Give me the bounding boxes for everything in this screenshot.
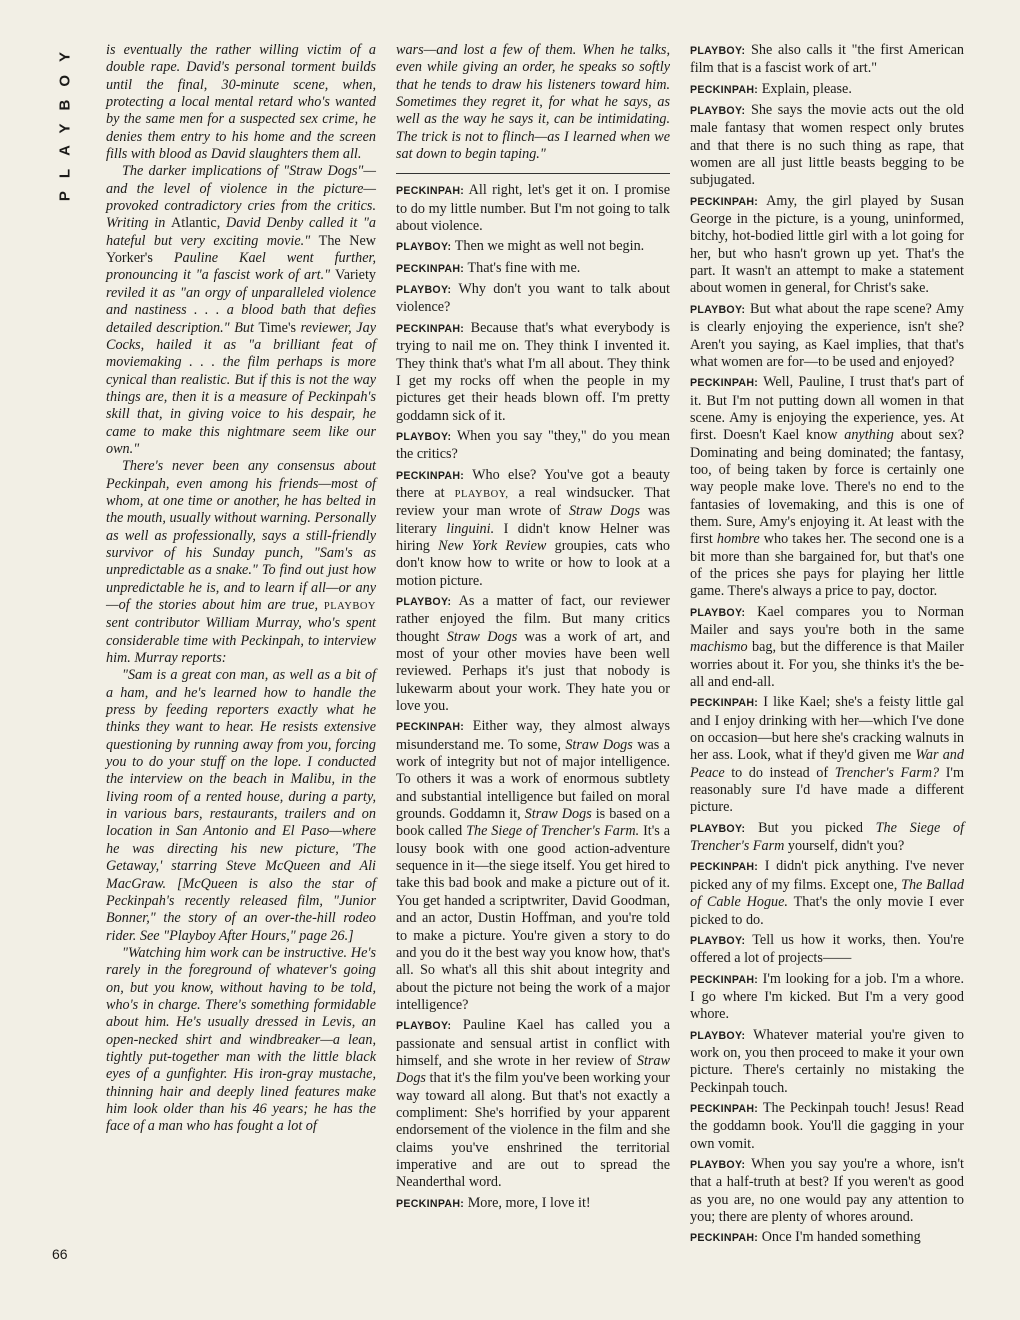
interview-exchange: PLAYBOY: But what about the rape scene? Amy is clearly enjoying the experience, isn't she? Aren't you saying, as Kael implies, that that's what women are for—to be used and enjoyed? [690, 300, 964, 370]
interview-exchange: PLAYBOY: When you say "they," do you mean the critics? [396, 427, 670, 463]
interview-exchange: PECKINPAH: Well, Pauline, I trust that's part of it. But I'm not putting down all women in that scene. Amy is enjoying the experience, yes. At first. Doesn't Kael know anything about sex? Dominating and being dominated; the fantasy, too, of being taken by force is certainly one way people make love. There's no end to the fantasies of lovemaking, and this is one of them. Sure, Amy's enjoying it. At least with the first hombre who takes her. The second one is a bit more than she bargained for, but that's one of the prices she pays for playing her little game. There's always a price to pay, doctor. [690, 374, 965, 600]
interview-exchange: PECKINPAH: Amy, the girl played by Susan George in the picture, is a young, uninformed, bitchy, hot-bodied little girl with a lot going for her, but who hasn't grown up yet. That's the part. It wasn't an attempt to make a statement about women in general, for Christ's sake. [690, 192, 965, 297]
interview-exchange: PECKINPAH: The Peckinpah touch! Jesus! Read the goddamn book. You'll die gagging in your own vomit. [690, 1099, 964, 1152]
interview-exchange: PLAYBOY: She says the movie acts out the old male fantasy that women respect only brutes and that there is no such thing as rape, that women are all just little beasts begging to be subjugated. [690, 102, 964, 189]
interview-exchange: PLAYBOY: When you say you're a whore, isn't that a half-truth at best? If you weren't as good as you are, no one would pay any attention to you; there are plenty of whores around. [690, 1155, 964, 1225]
interview-exchange: PLAYBOY: She also calls it "the first American film that is a fascist work of art." [690, 42, 964, 77]
column-3 [690, 42, 964, 1251]
interview-exchange: PLAYBOY: As a matter of fact, our reviewer rather enjoyed the film. But many critics thought Straw Dogs was a work of art, and most of your other movies have been well reviewed. Perhaps it's just that nobody is lukewarm about your work. They hate you or love you. [396, 592, 671, 715]
interview-exchange: PLAYBOY: Whatever material you're given to work on, you then proceed to make it your own picture. There's certainly no mistaking the Peckinpah touch. [690, 1026, 964, 1096]
interview-exchange: PECKINPAH: I didn't pick anything. I've never picked any of my films. Except one, The Ballad of Cable Hogue. That's the only movie I ever picked to do. [690, 858, 965, 928]
interview-exchange: PECKINPAH: Who else? You've got a beauty there at PLAYBOY, a real windsucker. That review your man wrote of Straw Dogs was literary linguini. I didn't know Helner was hiring New York Review groupies, cats who don't know how to write or how to look at a motion picture. [396, 466, 671, 589]
logo-text: PLAYBOY [56, 38, 74, 202]
interview-exchange: PLAYBOY: Why don't you want to talk about violence? [396, 281, 670, 316]
interview-exchange: PECKINPAH: Once I'm handed something [690, 1229, 921, 1246]
divider-rule [396, 173, 670, 174]
interview-exchange: PLAYBOY: Pauline Kael has called you a passionate and sensual artist in conflict with himself, and she wrote in her review of Straw Dogs that it's the film you've been working your way toward all along. But that's not exactly a compliment: She's horrified by your apparent endorsement of the violence in the film and she claims you've enshrined the territorial imperative and are out to spread the Neanderthal word. [396, 1017, 671, 1191]
page-number: 66 [52, 1246, 68, 1262]
intro-paragraph: wars—and lost a few of them. When he talks, even while giving an order, he speaks so softly that he tends to draw his listeners toward him. Sometimes they regret it, for what he says, as well as the way he says it, can be intimidating. The trick is not to flinch—as I learned when we sat down to begin taping." [396, 42, 670, 163]
interview-exchange: PECKINPAH: More, more, I love it! [396, 1194, 591, 1211]
interview-exchange: PECKINPAH: All right, let's get it on. I promise to do my little number. But I'm not going to talk about violence. [396, 182, 670, 235]
intro-paragraph: The darker implications of "Straw Dogs"—and the level of violence in the picture—provoked contradictory cries from the critics. Writing in Atlantic, David Denby called it "a hateful but very exciting movie." The New Yorker's Pauline Kael went further, pronouncing it "a fascist work of art." Variety reviled it as "an orgy of unparalleled violence and nastiness . . . a blood bath that defies detailed description." But Time's reviewer, Jay Cocks, hailed it as "a brilliant feat of moviemaking . . . the film perhaps is more cynical than realistic. But if this is not the way things are, then it is a measure of Peckinpah's skill that, in giving voice to his despair, he came to make this nightmare seem like our own." [106, 163, 377, 457]
interview-exchange: PECKINPAH: I'm looking for a job. I'm a whore. I go where I'm kicked. But I'm a very good whore. [690, 970, 964, 1023]
interview-exchange: PLAYBOY: Kael compares you to Norman Mailer and says you're both in the same machismo bag, but the difference is that Mailer worries about it. For you, she thinks it's the be-all and end-all. [690, 603, 964, 691]
column-2 [396, 42, 670, 1216]
interview-exchange: PECKINPAH: Because that's what everybody is trying to nail me on. They think I invented it. They think that's what I'm all about. They think I get my rocks off when the people in my pictures get their heads blown off. I'm pretty goddamn sick of it. [396, 319, 670, 424]
intro-paragraph: "Sam is a great con man, as well as a bit of a ham, and he's learned how to handle the press by feeding reporters exactly what he thinks they want to hear. He resists extensive questioning by running away from you, forcing you to do your stuff on the lope. I conducted the interview on the beach in Malibu, in the living room of a rented house, during a party, in various bars, restaurants, trailers and on location in San Antonio and El Paso—where he was directing his new picture, 'The Getaway,' starring Steve McQueen and Ali MacGraw. [McQueen is also the star of Peckinpah's recently released film, "Junior Bonner," the story of an over-the-hill rodeo rider. See "Playboy After Hours," page 26.] [106, 667, 376, 944]
interview-exchange: PLAYBOY: But you picked The Siege of Trencher's Farm yourself, didn't you? [690, 819, 965, 855]
interview-exchange: PECKINPAH: That's fine with me. [396, 259, 581, 276]
intro-paragraph: "Watching him work can be instructive. He's rarely in the foreground of whatever's going on, but you know, without having to be told, who's in charge. There's something formidable about him. He's usually dressed in Levis, an open-necked shirt and windbreaker—a lean, tightly put-together man with the little black eyes of a gunfighter. His iron-gray mustache, thinning hair and deeply lined features make him look older than his 46 years; he has the face of a man who has fought a lot of [106, 944, 376, 1135]
interview-exchange: PLAYBOY: Tell us how it works, then. You're offered a lot of projects—— [690, 931, 964, 967]
interview-exchange: PLAYBOY: Then we might as well not begin. [396, 238, 645, 255]
intro-paragraph: is eventually the rather willing victim of a double rape. David's personal torment builds until the final, 30-minute scene, when, protecting a local mental retard who's wanted by the same men for a suspected sex crime, he denies them entry to his home and the screen fills with blood as David slaughters them all. [106, 42, 376, 163]
interview-exchange: PECKINPAH: Explain, please. [690, 80, 852, 97]
interview-exchange: PECKINPAH: I like Kael; she's a feisty little gal and I enjoy drinking with her—which I've done on occasion—but here she's cracking walnuts in her ass. Look, what if they'd given me War and Peace to do instead of Trencher's Farm? I'm reasonably sure I'd have made a different picture. [690, 694, 965, 816]
column-1 [106, 42, 376, 1136]
intro-paragraph: There's never been any consensus about Peckinpah, even among his friends—most of whom, at one time or another, he has belted in the mouth, usually without warning. Personally as well as professionally, says a still-friendly survivor of his Sunday punch, "Sam's as unpredictable as a snake." To find out just how unpredictable he is, and to learn if all—or any—of the stories about him are true, PLAYBOY sent contributor William Murray, who's spent considerable time with Peckinpah, to interview him. Murray reports: [106, 458, 376, 667]
interview-exchange: PECKINPAH: Either way, they almost always misunderstand me. To some, Straw Dogs was a work of integrity but not of major intelligence. To others it was a work of enormous subtlety and substantial intelligence but failed on moral grounds. Goddamn it, Straw Dogs is based on a book called The Siege of Trencher's Farm. It's a lousy book with one good action-adventure sequence in it—the siege itself. You get hired to take this bad book and make a picture out of it. You get handed a scriptwriter, David Goodman, and an actor, Dustin Hoffman, and you're told to make a picture. You're given a story to do and you do it the best way you know how, that's all. So what's all this shit about integrity and about the picture not being the work of a major intelligence? [396, 718, 671, 1013]
playboy-vertical-logo [54, 40, 76, 200]
